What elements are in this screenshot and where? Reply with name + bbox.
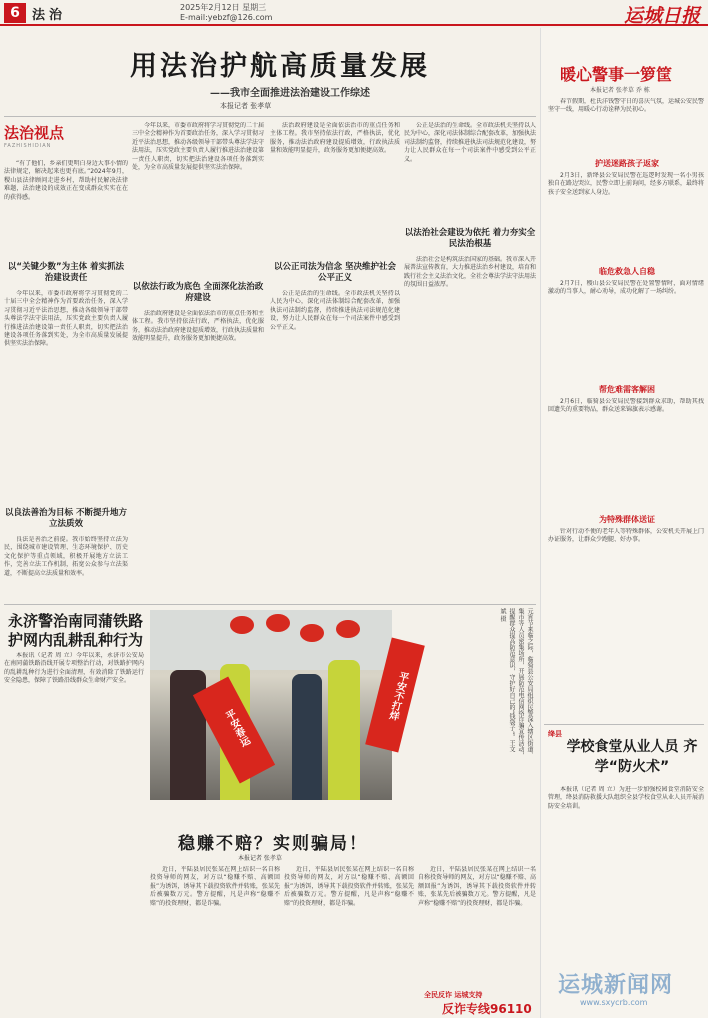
section-name: 法治 <box>32 8 67 23</box>
police-officer-figure <box>328 660 360 800</box>
feature-s3-text: 2月6日，临猗县公安局民警接到群众求助，帮助其找回遗失的重要物品，群众送来锦旗表示感谢。 <box>548 398 704 414</box>
site-watermark <box>540 964 708 1014</box>
watermark-text: 运城新闻网 <box>558 973 674 998</box>
section5-text: 法治社会是构筑法治国家的基础。我市深入开展普法宣传教育，大力推进法治乡村建设，培育和践行社会主义法治文化，全社会尊法学法守法用法的氛围日益浓厚。 <box>404 256 536 289</box>
fraud-story-text-2: 近日，平陆县居民张某在网上结识一名自称投资导师的网友，对方以“稳赚不赔、高额回报”为诱饵，诱导其下载投资软件并转账，张某先后被骗数万元。警方提醒，凡是声称“稳赚不赔”的投资理财，都是诈骗。 <box>284 866 414 907</box>
school-story-tag: 绛县 <box>548 730 562 738</box>
lantern-icon <box>266 614 290 632</box>
masthead <box>0 0 708 26</box>
lantern-icon <box>336 620 360 638</box>
column-label <box>4 122 124 158</box>
section4-continued: 公正是法治的生命线。全市政法机关坚持以人民为中心，深化司法体制综合配套改革，加强执法司法制约监督，持续推进执法司法规范化建设，努力让人民群众在每一个司法案件中感受到公平正义。 <box>404 122 536 163</box>
watermark-url: www.sxycrb.com <box>580 998 648 1007</box>
section2-text: 良法是善治之前提。我市始终坚持立法为民，围绕城市建设管理、生态环境保护、历史文化保护等重点领域，积极开展地方立法工作，完善立法工作机制，拓宽公众参与立法渠道，不断提高立法质量和效率。 <box>4 536 128 577</box>
section1-continued: 今年以来，市委市政府将学习贯彻党的二十届三中全会精神作为首要政治任务，深入学习贯彻习近平法治思想，推动各级领导干部带头尊法学法守法用法，压实党政主要负责人履行推进法治建设第一责任人职责，切实把法治建设各项任务落到实处，为全市高质量发展提供坚实法治保障。 <box>132 122 264 172</box>
feature-s3-head: 帮危难需客解困 <box>599 385 655 394</box>
hotline-slogan: 全民反诈 运城支持 <box>424 991 483 999</box>
section4-head: 以公正司法为信念 坚决维护社会公平正义 <box>274 262 396 283</box>
fraud-story-headline: 稳赚不赔？实则骗局！ <box>178 834 368 854</box>
section3-head: 以依法行政为底色 全面深化法治政府建设 <box>132 282 264 303</box>
lantern-icon <box>300 624 324 642</box>
section5-head: 以法治社会建设为依托 着力夯实全民法治根基 <box>404 228 536 249</box>
fraud-story-text-1: 近日，平陆县居民张某在网上结识一名自称投资导师的网友，对方以“稳赚不赔、高额回报”为诱饵，诱导其下载投资软件并转账，张某先后被骗数万元。警方提醒，凡是声称“稳赚不赔”的投资理财，都是诈骗。 <box>150 866 280 907</box>
feature-s4-head: 为特殊群体送证 <box>599 515 655 524</box>
person-figure <box>292 674 322 800</box>
column-label-title: 法治视点 <box>4 124 65 142</box>
school-story-headline: 学校食堂从业人员 齐学“防火术” <box>566 739 698 775</box>
section3-text: 法治政府建设是全面依法治市的重点任务和主体工程。我市坚持依法行政，严格执法，优化服务，推动法治政府建设提质增效，行政执法质量和效能明显提升，政务服务更加便捷高效。 <box>132 310 264 343</box>
main-byline: 本报记者 张孝草 <box>220 102 272 110</box>
feature-intro: 春节假期，杜氏洋钱警守日的喜庆气氛，运城公安民警坚守一线，用暖心行动诠释为民初心。 <box>548 98 704 114</box>
photo-caption: 元宵节来临之际，临猗县公安局组织民警深入辖区街道、集市等人员密集场所，开展防范电信网络诈骗宣传活动，提醒群众提高防范意识，守护好自己的“钱袋子”。王文斌 摄 <box>499 608 533 758</box>
anti-fraud-hotline <box>424 990 538 1016</box>
railway-story-text: 本报讯（记者 周 立）今年以来，永济市公安局在南同蒲铁路沿线开展专项整治行动，对铁路护网内的乱耕乱种行为进行全面清理，有效消除了铁路运行安全隐患，保障了铁路沿线群众生命财产安全。 <box>4 652 144 685</box>
feature-s4-text: 针对行动不便的老年人等特殊群体，公安机关开展上门办证服务，让群众少跑腿、好办事。 <box>548 528 704 544</box>
section1-text: 今年以来，市委市政府将学习贯彻党的二十届三中全会精神作为首要政治任务，深入学习贯彻习近平法治思想，推动各级领导干部带头尊法学法守法用法，压实党政主要负责人履行推进法治建设第一责任人职责，切实把法治建设各项任务落到实处，为全市高质量发展提供坚实法治保障。 <box>4 290 128 348</box>
divider <box>4 604 536 605</box>
divider <box>4 116 536 117</box>
feature-s1-head: 护送迷路孩子返家 <box>595 159 659 168</box>
lantern-icon <box>230 616 254 634</box>
issue-date: 2025年2月12日 星期三 <box>180 3 267 12</box>
banner-right: 平安不打烊 <box>365 638 425 753</box>
contact-email: E-mail:yebzf@126.com <box>180 13 273 22</box>
feature-s1-text: 2月3日，新绛县公安局民警在巡逻时发现一名小男孩独自在路边哭泣，民警立即上前询问，经多方联系，最终将孩子安全送到家人身边。 <box>548 172 704 196</box>
fraud-story-byline: 本报记者 张孝草 <box>238 855 282 862</box>
person-figure <box>170 670 206 800</box>
section2-head: 以良法善治为目标 不断提升地方立法质效 <box>5 508 127 529</box>
school-story-text: 本报讯（记者 周 立）为进一步加强校园食堂消防安全管理，绛县消防救援大队组织全县学校食堂从业人员开展消防安全培训。 <box>548 786 704 810</box>
divider <box>544 724 704 725</box>
page-number: 6 <box>4 3 26 23</box>
feature-s2-head: 临危救急人自稳 <box>599 267 655 276</box>
section1-head: 以“关键少数”为主体 着实抓法治建设责任 <box>7 262 125 283</box>
paper-logo: 运城日报 <box>623 5 700 27</box>
main-headline: 用法治护航高质量发展 <box>130 51 430 82</box>
banner-left: 平安春运 <box>193 676 275 783</box>
main-intro: “有了他们，乡亲们更明白身边大事小情的法律规定，解决起来也更有底。”2024年9月，稷山县法律顾问走进乡村，帮助村民解决法律难题，法治建设的成效正在变成群众实实在在的获得感。 <box>4 160 128 201</box>
feature-byline: 本报记者 张孝草 乔 栋 <box>590 87 650 94</box>
main-subhead: ——我市全面推进法治建设工作综述 <box>210 88 370 99</box>
feature-title: 暖心警事一箩筐 <box>560 65 673 84</box>
feature-s2-text: 2月7日，稷山县公安局民警在处置警情时，面对情绪激动的当事人，耐心劝导，成功化解了一场纠纷。 <box>548 280 704 296</box>
section3-continued: 法治政府建设是全面依法治市的重点任务和主体工程。我市坚持依法行政，严格执法，优化服务，推动法治政府建设提质增效，行政执法质量和效能明显提升，政务服务更加便捷高效。 <box>270 122 400 155</box>
hotline-number: 反诈专线96110 <box>442 1002 532 1016</box>
column-label-en: FAZHISHIDIAN <box>4 143 52 149</box>
news-photo <box>150 610 392 800</box>
railway-story-headline: 永济警治南同蒲铁路 护网内乱耕乱种行为 <box>8 612 144 649</box>
section4-text: 公正是法治的生命线。全市政法机关坚持以人民为中心，深化司法体制综合配套改革，加强执法司法制约监督，持续推进执法司法规范化建设，努力让人民群众在每一个司法案件中感受到公平正义。 <box>270 290 400 331</box>
fraud-story-text-3: 近日，平陆县居民张某在网上结识一名自称投资导师的网友，对方以“稳赚不赔、高额回报”为诱饵，诱导其下载投资软件并转账，张某先后被骗数万元。警方提醒，凡是声称“稳赚不赔”的投资理财，都是诈骗。 <box>418 866 536 907</box>
